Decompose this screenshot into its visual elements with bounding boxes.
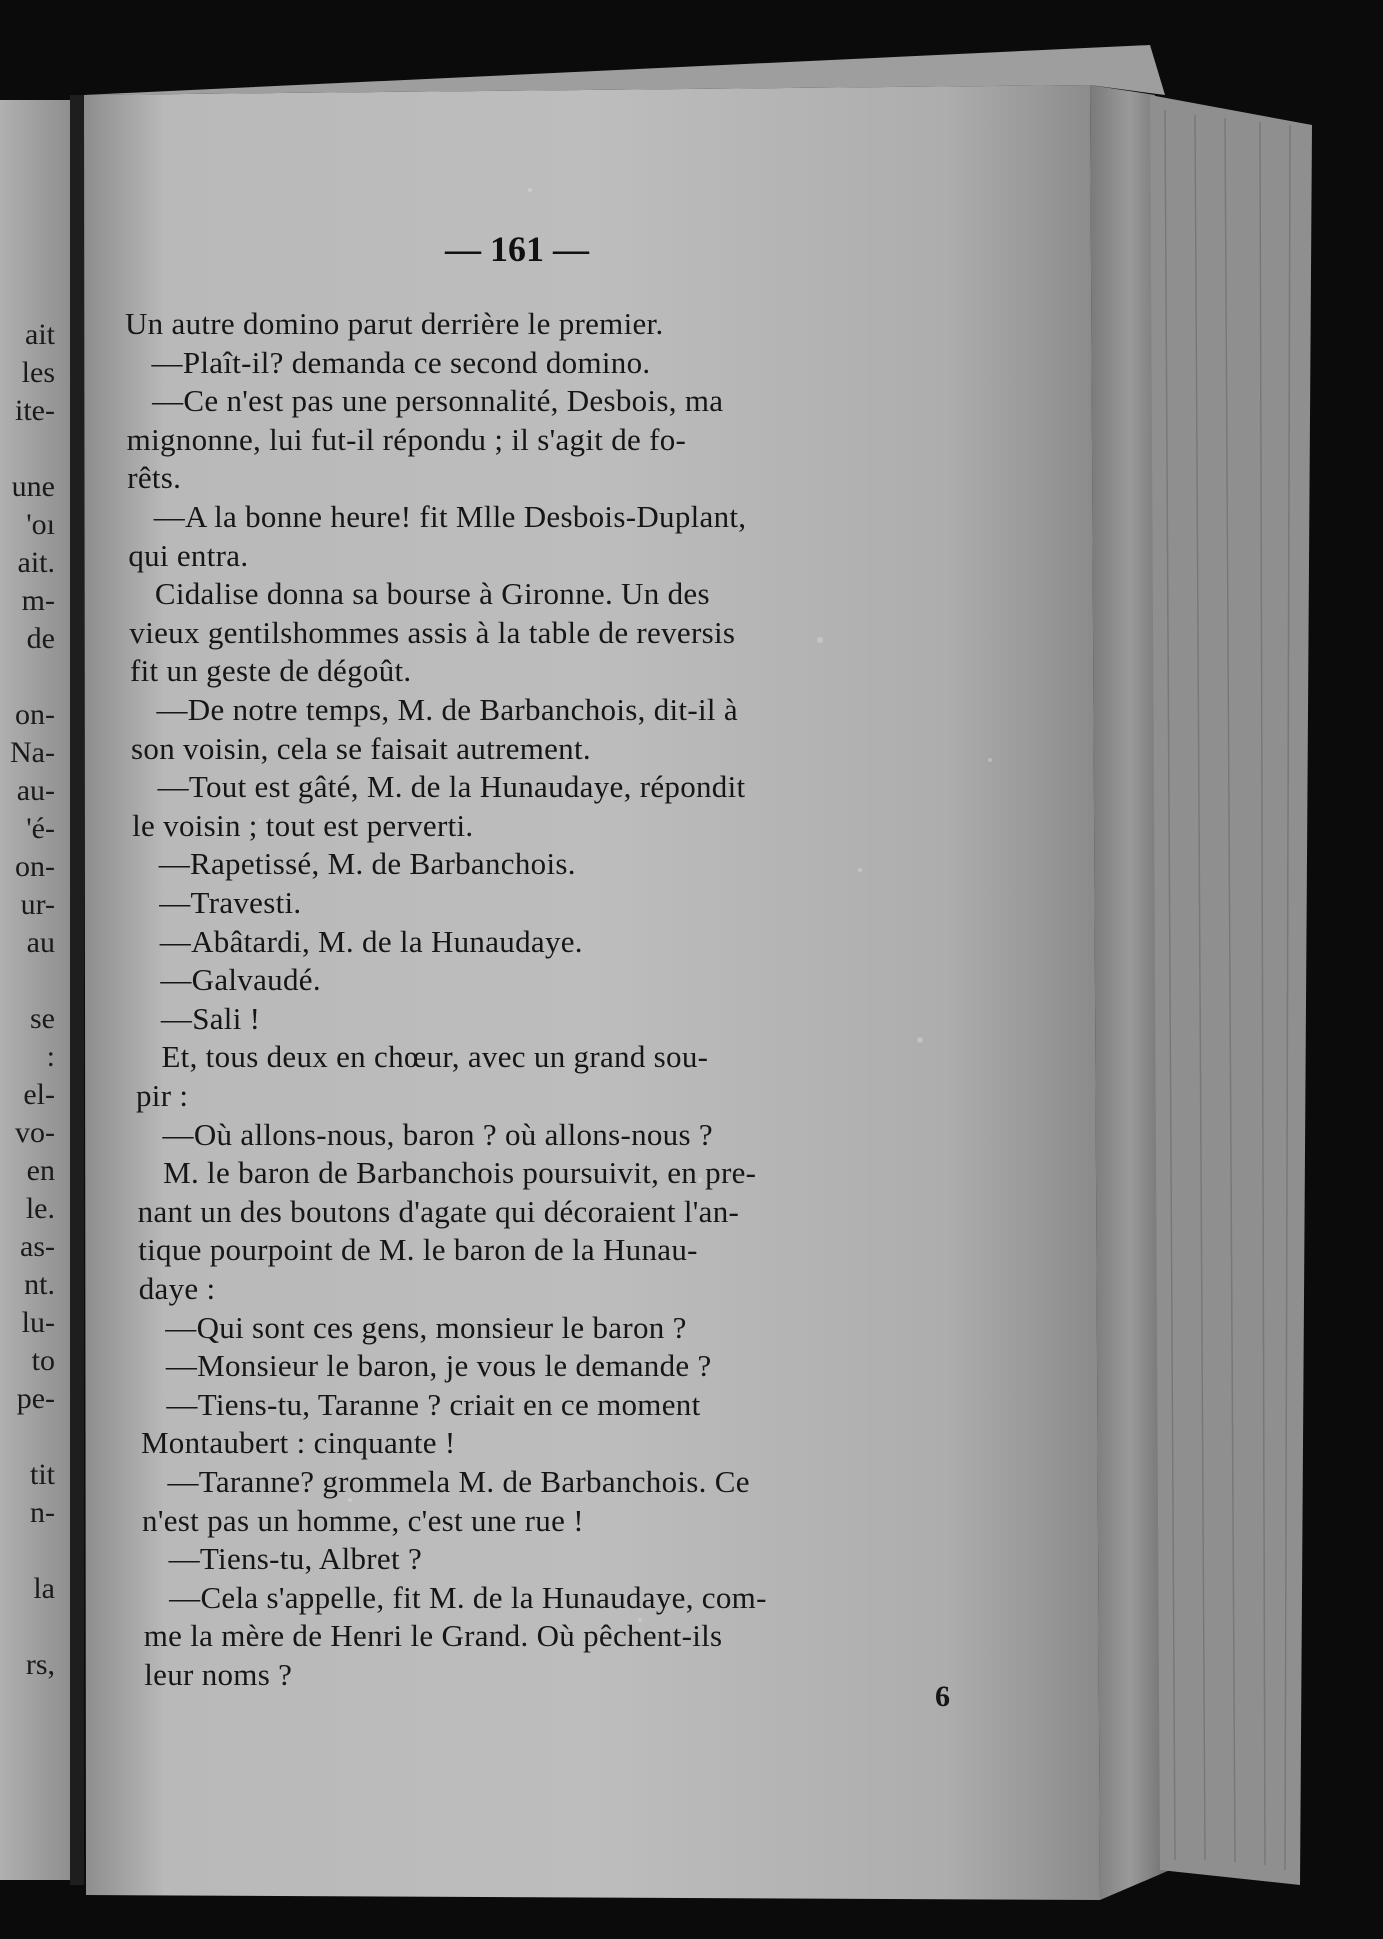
text-line: son voisin, cela se faisait autrement. <box>131 730 591 766</box>
left-page-fragment: Na- <box>10 736 55 769</box>
left-page-fragment: tit <box>29 1458 55 1491</box>
text-line: fit un geste de dégoût. <box>129 653 412 689</box>
text-line: Et, tous deux en chœur, avec un grand sou- <box>161 1039 709 1075</box>
left-page-fragment: on- <box>15 698 55 731</box>
left-page-fragment: ait. <box>17 546 55 579</box>
text-line: —De notre temps, M. de Barbanchois, dit-il à <box>156 692 738 727</box>
text-line: pir : <box>136 1078 189 1113</box>
text-line: Cidalise donna sa bourse à Gironne. Un des <box>154 576 710 612</box>
text-line: Montaubert : cinquante ! <box>140 1425 456 1461</box>
text-line: —Où allons-nous, baron ? où allons-nous ? <box>162 1116 713 1152</box>
left-page-fragment: en <box>26 1154 55 1187</box>
text-line: —Tiens-tu, Taranne ? criait en ce moment <box>166 1386 701 1422</box>
left-page-fragment: ait <box>25 318 55 351</box>
text-line: me la mère de Henri le Grand. Où pêchent-ils <box>143 1618 723 1654</box>
text-line: M. le baron de Barbanchois poursuivit, en pre- <box>163 1155 757 1191</box>
text-line: —Galvaudé. <box>160 962 321 998</box>
text-line: —Abâtardi, M. de la Hunaudaye. <box>159 923 583 959</box>
page-number: — 161 — <box>445 229 589 269</box>
left-page-fragment: el- <box>23 1078 55 1111</box>
left-page-fragment: to <box>31 1344 55 1377</box>
left-page-fragment: vo- <box>15 1116 55 1149</box>
text-line: —Travesti. <box>159 885 302 920</box>
left-page-fragment: m- <box>21 584 55 617</box>
text-line: —Taranne? grommela M. de Barbanchois. Ce <box>167 1464 750 1499</box>
left-page-fragment: ite- <box>15 394 55 427</box>
gutter <box>70 95 84 1885</box>
text-line: tique pourpoint de M. le baron de la Hunau- <box>138 1232 698 1268</box>
left-page-fragment: on- <box>15 850 55 883</box>
text-line: n'est pas un homme, c'est une rue ! <box>142 1502 584 1538</box>
text-line: rêts. <box>127 460 182 496</box>
left-page-fragment: nt. <box>24 1268 55 1301</box>
text-line: —Qui sont ces gens, monsieur le baron ? <box>165 1309 687 1345</box>
left-page-fragment: : <box>46 1040 55 1073</box>
text-line: —Plaît-il? demanda ce second domino. <box>151 344 651 380</box>
left-page-fragment: rs, <box>25 1648 55 1681</box>
text-line: le voisin ; tout est perverti. <box>132 807 474 843</box>
left-page-fragment: une <box>11 470 55 503</box>
left-page-fragment: pe- <box>16 1382 55 1415</box>
text-line: mignonne, lui fut-il répondu ; il s'agit de fo- <box>126 421 687 457</box>
text-line: nant un des boutons d'agate qui décoraient l'an- <box>137 1193 740 1229</box>
left-page-fragment: se <box>30 1002 55 1035</box>
text-line: —A la bonne heure! fit Mlle Desbois-Duplant, <box>153 499 747 534</box>
text-line: —Tout est gâté, M. de la Hunaudaye, répondit <box>157 769 746 805</box>
text-line: —Monsieur le baron, je vous le demande ? <box>165 1348 712 1384</box>
text-line: —Rapetissé, M. de Barbanchois. <box>158 846 576 882</box>
signature-mark: 6 <box>935 1680 950 1713</box>
text-line: vieux gentilshommes assis à la table de reversis <box>129 614 736 650</box>
text-line: Un autre domino parut derrière le premier. <box>125 306 664 341</box>
text-line: qui entra. <box>128 537 249 573</box>
text-line: —Ce n'est pas une personnalité, Desbois, ma <box>152 383 724 419</box>
left-page-fragment: au <box>26 926 55 959</box>
left-page-fragment: ur- <box>20 888 55 921</box>
text-line: —Sali ! <box>160 1000 261 1036</box>
left-page-fragment: n- <box>30 1496 55 1529</box>
left-page-fragment: au- <box>16 774 55 807</box>
left-page-fragment: les <box>21 356 55 389</box>
text-line: daye : <box>138 1271 216 1306</box>
left-page-fragment: as- <box>20 1230 55 1263</box>
text-line: —Tiens-tu, Albret ? <box>168 1541 423 1577</box>
left-page-fragment: la <box>33 1572 55 1605</box>
left-page-fragment: de <box>26 622 55 655</box>
left-page-fragment: lu- <box>21 1306 55 1339</box>
left-page-fragment: 'oı <box>26 508 55 541</box>
text-line: —Cela s'appelle, fit M. de la Hunaudaye, com- <box>169 1579 767 1615</box>
text-line: leur noms ? <box>144 1657 293 1692</box>
left-page-fragment: 'é- <box>26 812 55 845</box>
left-page-fragment: le. <box>25 1192 55 1225</box>
